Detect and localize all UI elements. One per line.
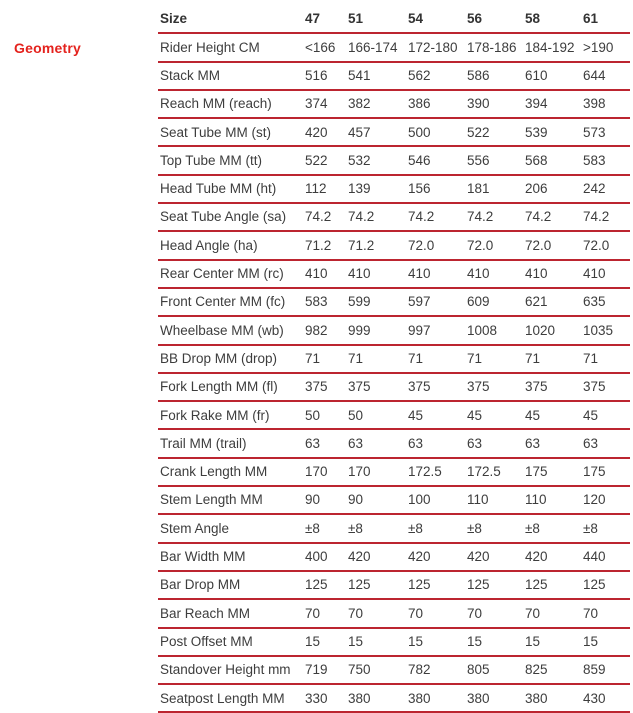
cell-value: 982: [305, 316, 348, 344]
row-label: Bar Width MM: [158, 543, 305, 571]
cell-value: 440: [583, 543, 630, 571]
table-row: [158, 175, 630, 203]
cell-value: 999: [348, 316, 408, 344]
cell-value: 70: [408, 599, 467, 627]
cell-value: 175: [583, 458, 630, 486]
cell-value: 420: [467, 543, 525, 571]
cell-value: 621: [525, 288, 583, 316]
cell-value: ±8: [408, 514, 467, 542]
table-row: [158, 345, 630, 373]
cell-value: 568: [525, 146, 583, 174]
table-row: [158, 401, 630, 429]
cell-value: ±8: [467, 514, 525, 542]
cell-value: 110: [467, 486, 525, 514]
cell-value: 63: [525, 429, 583, 457]
cell-value: 74.2: [525, 203, 583, 231]
cell-value: 380: [467, 684, 525, 712]
cell-value: 125: [583, 571, 630, 599]
table-row: [158, 203, 630, 231]
cell-value: ±8: [525, 514, 583, 542]
cell-value: 586: [467, 62, 525, 90]
cell-value: 71: [467, 345, 525, 373]
row-label: Seat Tube Angle (sa): [158, 203, 305, 231]
cell-value: 375: [583, 373, 630, 401]
cell-value: 380: [348, 684, 408, 712]
cell-value: 71.2: [348, 231, 408, 259]
cell-value: 375: [305, 373, 348, 401]
cell-value: 382: [348, 90, 408, 118]
cell-value: 181: [467, 175, 525, 203]
cell-value: 50: [305, 401, 348, 429]
header-row: [158, 6, 630, 33]
cell-value: 175: [525, 458, 583, 486]
cell-value: 610: [525, 62, 583, 90]
cell-value: 70: [467, 599, 525, 627]
cell-value: 63: [348, 429, 408, 457]
cell-value: 125: [348, 571, 408, 599]
cell-value: 539: [525, 118, 583, 146]
table-row: [158, 118, 630, 146]
cell-value: 45: [583, 401, 630, 429]
cell-value: 74.2: [408, 203, 467, 231]
cell-value: 90: [305, 486, 348, 514]
cell-value: 375: [467, 373, 525, 401]
cell-value: 420: [348, 543, 408, 571]
cell-value: 805: [467, 656, 525, 684]
cell-value: 45: [408, 401, 467, 429]
cell-value: 70: [583, 599, 630, 627]
cell-value: 71: [525, 345, 583, 373]
cell-value: 398: [583, 90, 630, 118]
cell-value: 71: [305, 345, 348, 373]
cell-value: 15: [525, 628, 583, 656]
cell-value: 635: [583, 288, 630, 316]
cell-value: 74.2: [305, 203, 348, 231]
cell-value: 172.5: [408, 458, 467, 486]
cell-value: 72.0: [408, 231, 467, 259]
row-label: Standover Height mm: [158, 656, 305, 684]
cell-value: 74.2: [348, 203, 408, 231]
section-label-geometry: Geometry: [14, 40, 81, 56]
table-row: [158, 33, 630, 61]
cell-value: 583: [583, 146, 630, 174]
cell-value: 516: [305, 62, 348, 90]
cell-value: 719: [305, 656, 348, 684]
cell-value: 410: [305, 260, 348, 288]
cell-value: 410: [408, 260, 467, 288]
cell-value: 166-174: [348, 33, 408, 61]
table-row: [158, 90, 630, 118]
cell-value: 500: [408, 118, 467, 146]
cell-value: 206: [525, 175, 583, 203]
cell-value: 599: [348, 288, 408, 316]
col-header-size-51: 51: [348, 6, 408, 33]
row-label: Head Tube MM (ht): [158, 175, 305, 203]
cell-value: 375: [525, 373, 583, 401]
row-label: Head Angle (ha): [158, 231, 305, 259]
cell-value: 380: [408, 684, 467, 712]
table-row: [158, 486, 630, 514]
cell-value: 546: [408, 146, 467, 174]
row-label: Rider Height CM: [158, 33, 305, 61]
cell-value: 541: [348, 62, 408, 90]
row-label: Seatpost Length MM: [158, 684, 305, 712]
cell-value: 825: [525, 656, 583, 684]
cell-value: 532: [348, 146, 408, 174]
table-row: [158, 316, 630, 344]
cell-value: 170: [348, 458, 408, 486]
cell-value: 172.5: [467, 458, 525, 486]
cell-value: 71: [348, 345, 408, 373]
cell-value: 597: [408, 288, 467, 316]
cell-value: 72.0: [583, 231, 630, 259]
row-label: Bar Drop MM: [158, 571, 305, 599]
geometry-table: [158, 6, 630, 713]
cell-value: 750: [348, 656, 408, 684]
cell-value: 74.2: [583, 203, 630, 231]
cell-value: 859: [583, 656, 630, 684]
cell-value: ±8: [348, 514, 408, 542]
cell-value: 74.2: [467, 203, 525, 231]
row-label: Stack MM: [158, 62, 305, 90]
row-label: Top Tube MM (tt): [158, 146, 305, 174]
cell-value: 374: [305, 90, 348, 118]
cell-value: 15: [583, 628, 630, 656]
cell-value: 170: [305, 458, 348, 486]
cell-value: 63: [305, 429, 348, 457]
col-header-size-54: 54: [408, 6, 467, 33]
table-row: [158, 62, 630, 90]
row-label: Bar Reach MM: [158, 599, 305, 627]
cell-value: 375: [408, 373, 467, 401]
cell-value: 70: [348, 599, 408, 627]
cell-value: 430: [583, 684, 630, 712]
row-label: Fork Rake MM (fr): [158, 401, 305, 429]
table-row: [158, 628, 630, 656]
cell-value: 139: [348, 175, 408, 203]
cell-value: 556: [467, 146, 525, 174]
cell-value: 1020: [525, 316, 583, 344]
cell-value: 125: [467, 571, 525, 599]
cell-value: ±8: [305, 514, 348, 542]
cell-value: 156: [408, 175, 467, 203]
cell-value: 410: [467, 260, 525, 288]
row-label: BB Drop MM (drop): [158, 345, 305, 373]
cell-value: 125: [525, 571, 583, 599]
row-label: Crank Length MM: [158, 458, 305, 486]
cell-value: 71: [583, 345, 630, 373]
row-label: Rear Center MM (rc): [158, 260, 305, 288]
cell-value: <166: [305, 33, 348, 61]
cell-value: 609: [467, 288, 525, 316]
cell-value: 330: [305, 684, 348, 712]
row-label: Reach MM (reach): [158, 90, 305, 118]
row-label: Post Offset MM: [158, 628, 305, 656]
cell-value: 72.0: [525, 231, 583, 259]
cell-value: 120: [583, 486, 630, 514]
table-body: [158, 33, 630, 712]
cell-value: 71.2: [305, 231, 348, 259]
cell-value: 522: [305, 146, 348, 174]
cell-value: 178-186: [467, 33, 525, 61]
cell-value: 70: [305, 599, 348, 627]
cell-value: 375: [348, 373, 408, 401]
table-row: [158, 599, 630, 627]
cell-value: 70: [525, 599, 583, 627]
cell-value: 63: [583, 429, 630, 457]
cell-value: 63: [467, 429, 525, 457]
table-row: [158, 429, 630, 457]
table-row: [158, 656, 630, 684]
cell-value: 400: [305, 543, 348, 571]
cell-value: 410: [525, 260, 583, 288]
cell-value: 15: [348, 628, 408, 656]
cell-value: 50: [348, 401, 408, 429]
row-label: Trail MM (trail): [158, 429, 305, 457]
cell-value: 1008: [467, 316, 525, 344]
cell-value: 394: [525, 90, 583, 118]
cell-value: 420: [305, 118, 348, 146]
table-row: [158, 684, 630, 712]
col-header-size-58: 58: [525, 6, 583, 33]
cell-value: 380: [525, 684, 583, 712]
cell-value: 410: [348, 260, 408, 288]
cell-value: 583: [305, 288, 348, 316]
cell-value: 410: [583, 260, 630, 288]
cell-value: 420: [408, 543, 467, 571]
col-header-size-61: 61: [583, 6, 630, 33]
cell-value: 390: [467, 90, 525, 118]
table-row: [158, 458, 630, 486]
cell-value: 15: [408, 628, 467, 656]
table-row: [158, 288, 630, 316]
cell-value: 71: [408, 345, 467, 373]
table-row: [158, 146, 630, 174]
row-label: Stem Angle: [158, 514, 305, 542]
row-label: Wheelbase MM (wb): [158, 316, 305, 344]
table-row: [158, 231, 630, 259]
cell-value: 644: [583, 62, 630, 90]
cell-value: 1035: [583, 316, 630, 344]
cell-value: 420: [525, 543, 583, 571]
row-label: Fork Length MM (fl): [158, 373, 305, 401]
cell-value: 15: [305, 628, 348, 656]
cell-value: 242: [583, 175, 630, 203]
cell-value: 522: [467, 118, 525, 146]
table-row: [158, 543, 630, 571]
cell-value: 172-180: [408, 33, 467, 61]
row-label: Front Center MM (fc): [158, 288, 305, 316]
cell-value: 15: [467, 628, 525, 656]
row-label: Stem Length MM: [158, 486, 305, 514]
table-row: [158, 260, 630, 288]
cell-value: >190: [583, 33, 630, 61]
cell-value: 63: [408, 429, 467, 457]
cell-value: 573: [583, 118, 630, 146]
col-header-size-56: 56: [467, 6, 525, 33]
cell-value: 457: [348, 118, 408, 146]
col-header-size: Size: [158, 6, 305, 33]
cell-value: 997: [408, 316, 467, 344]
cell-value: 100: [408, 486, 467, 514]
table-row: [158, 514, 630, 542]
cell-value: 184-192: [525, 33, 583, 61]
cell-value: 45: [525, 401, 583, 429]
cell-value: ±8: [583, 514, 630, 542]
cell-value: 90: [348, 486, 408, 514]
table-row: [158, 571, 630, 599]
cell-value: 125: [408, 571, 467, 599]
cell-value: 386: [408, 90, 467, 118]
cell-value: 125: [305, 571, 348, 599]
table-row: [158, 373, 630, 401]
col-header-size-47: 47: [305, 6, 348, 33]
cell-value: 112: [305, 175, 348, 203]
cell-value: 562: [408, 62, 467, 90]
cell-value: 72.0: [467, 231, 525, 259]
cell-value: 110: [525, 486, 583, 514]
cell-value: 45: [467, 401, 525, 429]
cell-value: 782: [408, 656, 467, 684]
row-label: Seat Tube MM (st): [158, 118, 305, 146]
